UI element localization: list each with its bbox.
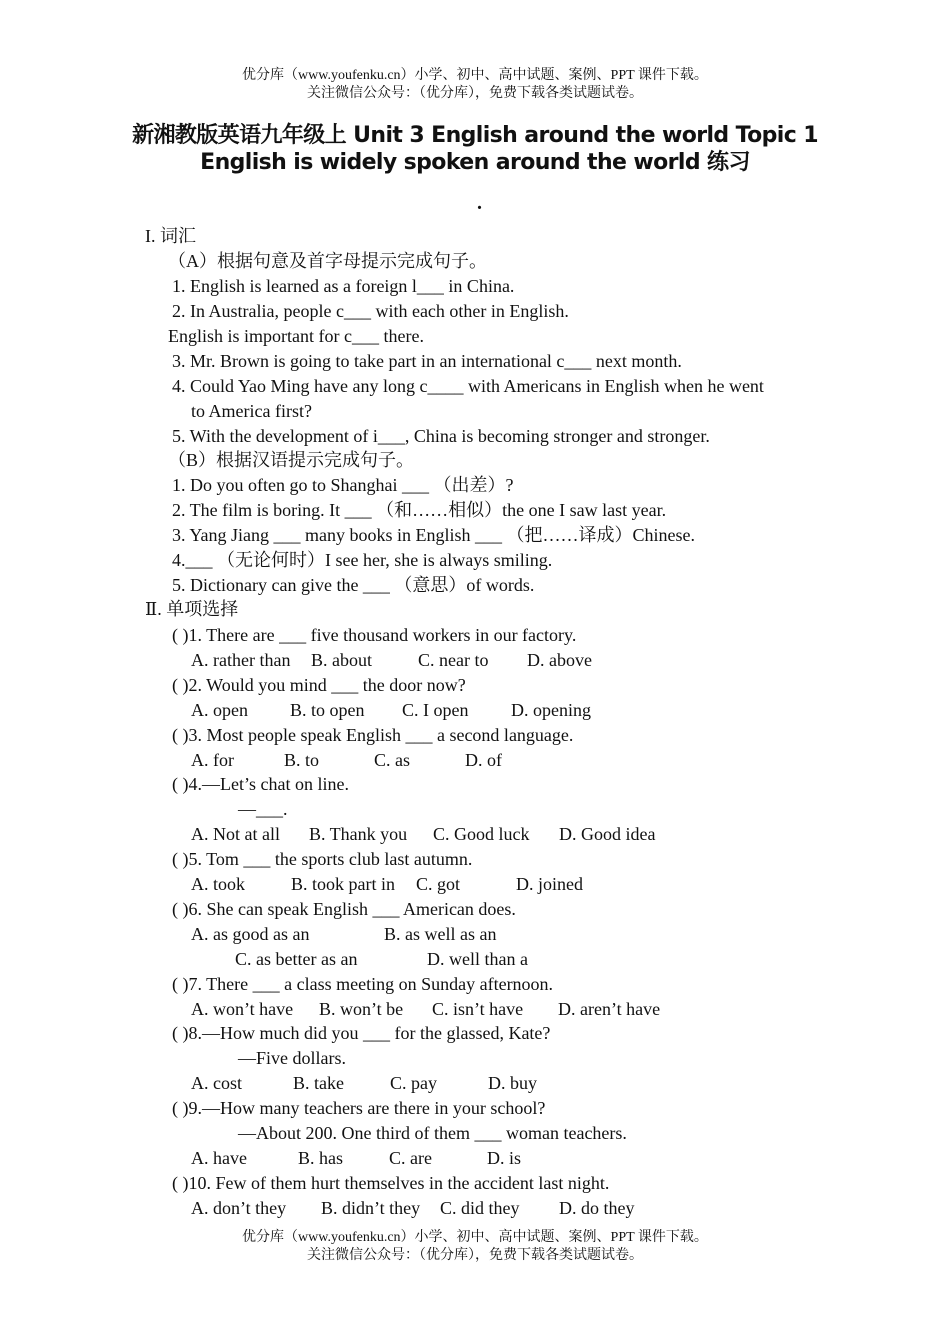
option-d: D. of (465, 750, 502, 770)
vocab-b4: 4.___ （无论何时）I see her, she is always smiling. (172, 550, 553, 570)
option-c: C. are (389, 1148, 432, 1168)
option-d: D. do they (559, 1198, 635, 1218)
question-2: ( )2. Would you mind ___ the door now? (172, 675, 466, 695)
option-a: A. rather than (191, 650, 291, 670)
part-b-heading: （B）根据汉语提示完成句子。 (168, 450, 415, 470)
option-a: A. cost (191, 1073, 242, 1093)
option-c: C. Good luck (433, 824, 530, 844)
header-line-1: 优分库（www.youfenku.cn）小学、初中、高中试题、案例、PPT 课件下载。 (242, 68, 708, 83)
question-4-reply: —___. (238, 799, 288, 819)
option-a: A. have (191, 1148, 247, 1168)
question-5: ( )5. Tom ___ the sports club last autumn. (172, 849, 473, 869)
title-dot: . (477, 192, 482, 214)
header-line-2: 关注微信公众号：（优分库），免费下载各类试题试卷。 (307, 86, 643, 101)
option-d: D. buy (488, 1073, 537, 1093)
option-b: B. won’t be (319, 999, 404, 1019)
question-1: ( )1. There are ___ five thousand workers in our factory. (172, 625, 577, 645)
vocab-a5: 5. With the development of i___, China is becoming stronger and stronger. (172, 426, 710, 446)
option-c: C. isn’t have (432, 999, 524, 1019)
option-a: A. for (191, 750, 234, 770)
question-3: ( )3. Most people speak English ___ a second language. (172, 725, 574, 745)
footer-line-2: 关注微信公众号：（优分库），免费下载各类试题试卷。 (307, 1248, 643, 1263)
footer-line-1: 优分库（www.youfenku.cn）小学、初中、高中试题、案例、PPT 课件下载。 (242, 1230, 708, 1245)
option-a: A. Not at all (191, 824, 280, 844)
question-9: ( )9.—How many teachers are there in your school? (172, 1098, 546, 1118)
option-b: B. about (311, 650, 372, 670)
question-8-reply: —Five dollars. (238, 1048, 346, 1068)
option-a: A. took (191, 874, 245, 894)
option-d: D. Good idea (559, 824, 656, 844)
option-b: B. as well as an (384, 924, 497, 944)
option-d: D. well than a (427, 949, 528, 969)
question-10: ( )10. Few of them hurt themselves in the accident last night. (172, 1173, 610, 1193)
option-b: B. Thank you (309, 824, 408, 844)
question-6: ( )6. She can speak English ___ American does. (172, 899, 516, 919)
section-2-heading: Ⅱ. 单项选择 (145, 599, 239, 619)
option-d: D. aren’t have (558, 999, 661, 1019)
vocab-b2: 2. The film is boring. It ___ （和……相似）the one I saw last year. (172, 500, 667, 520)
vocab-a1: 1. English is learned as a foreign l___ in China. (172, 276, 515, 296)
vocab-a2: 2. In Australia, people c___ with each other in English. (172, 301, 569, 321)
question-7: ( )7. There ___ a class meeting on Sunday afternoon. (172, 974, 554, 994)
option-c: C. I open (402, 700, 469, 720)
option-b: B. has (298, 1148, 343, 1168)
option-b: B. to (284, 750, 320, 770)
question-4: ( )4.—Let’s chat on line. (172, 774, 349, 794)
question-9-reply: —About 200. One third of them ___ woman teachers. (238, 1123, 627, 1143)
option-b: B. didn’t they (321, 1198, 421, 1218)
option-d: D. above (527, 650, 592, 670)
option-c: C. as better as an (235, 949, 358, 969)
vocab-a4: 4. Could Yao Ming have any long c____ with Americans in English when he went (172, 376, 764, 396)
option-c: C. got (416, 874, 461, 894)
section-1-heading: I. 词汇 (145, 226, 196, 246)
option-b: B. took part in (291, 874, 395, 894)
option-a: A. won’t have (191, 999, 294, 1019)
option-a: A. open (191, 700, 248, 720)
vocab-a2-continued: English is important for c___ there. (168, 326, 424, 346)
vocab-b5: 5. Dictionary can give the ___ （意思）of words. (172, 575, 535, 595)
option-c: C. as (374, 750, 410, 770)
option-a: A. don’t they (191, 1198, 287, 1218)
document-title (90, 122, 860, 176)
question-8: ( )8.—How much did you ___ for the glassed, Kate? (172, 1023, 551, 1043)
option-c: C. did they (440, 1198, 520, 1218)
option-a: A. as good as an (191, 924, 310, 944)
option-d: D. opening (511, 700, 591, 720)
vocab-b3: 3. Yang Jiang ___ many books in English ___ （把……译成）Chinese. (172, 525, 696, 545)
option-c: C. pay (390, 1073, 437, 1093)
part-a-heading: （A）根据句意及首字母提示完成句子。 (168, 251, 487, 271)
option-b: B. take (293, 1073, 344, 1093)
option-d: D. joined (516, 874, 583, 894)
option-d: D. is (487, 1148, 522, 1168)
option-b: B. to open (290, 700, 365, 720)
vocab-a3: 3. Mr. Brown is going to take part in an international c___ next month. (172, 351, 682, 371)
title-line-2: English is widely spoken around the world 练习 (200, 150, 750, 175)
option-c: C. near to (418, 650, 489, 670)
title-line-1: 新湘教版英语九年级上 Unit 3 English around the world Topic 1 (132, 123, 818, 148)
vocab-b1: 1. Do you often go to Shanghai ___ （出差）? (172, 475, 514, 495)
vocab-a4-continued: to America first? (191, 401, 312, 421)
